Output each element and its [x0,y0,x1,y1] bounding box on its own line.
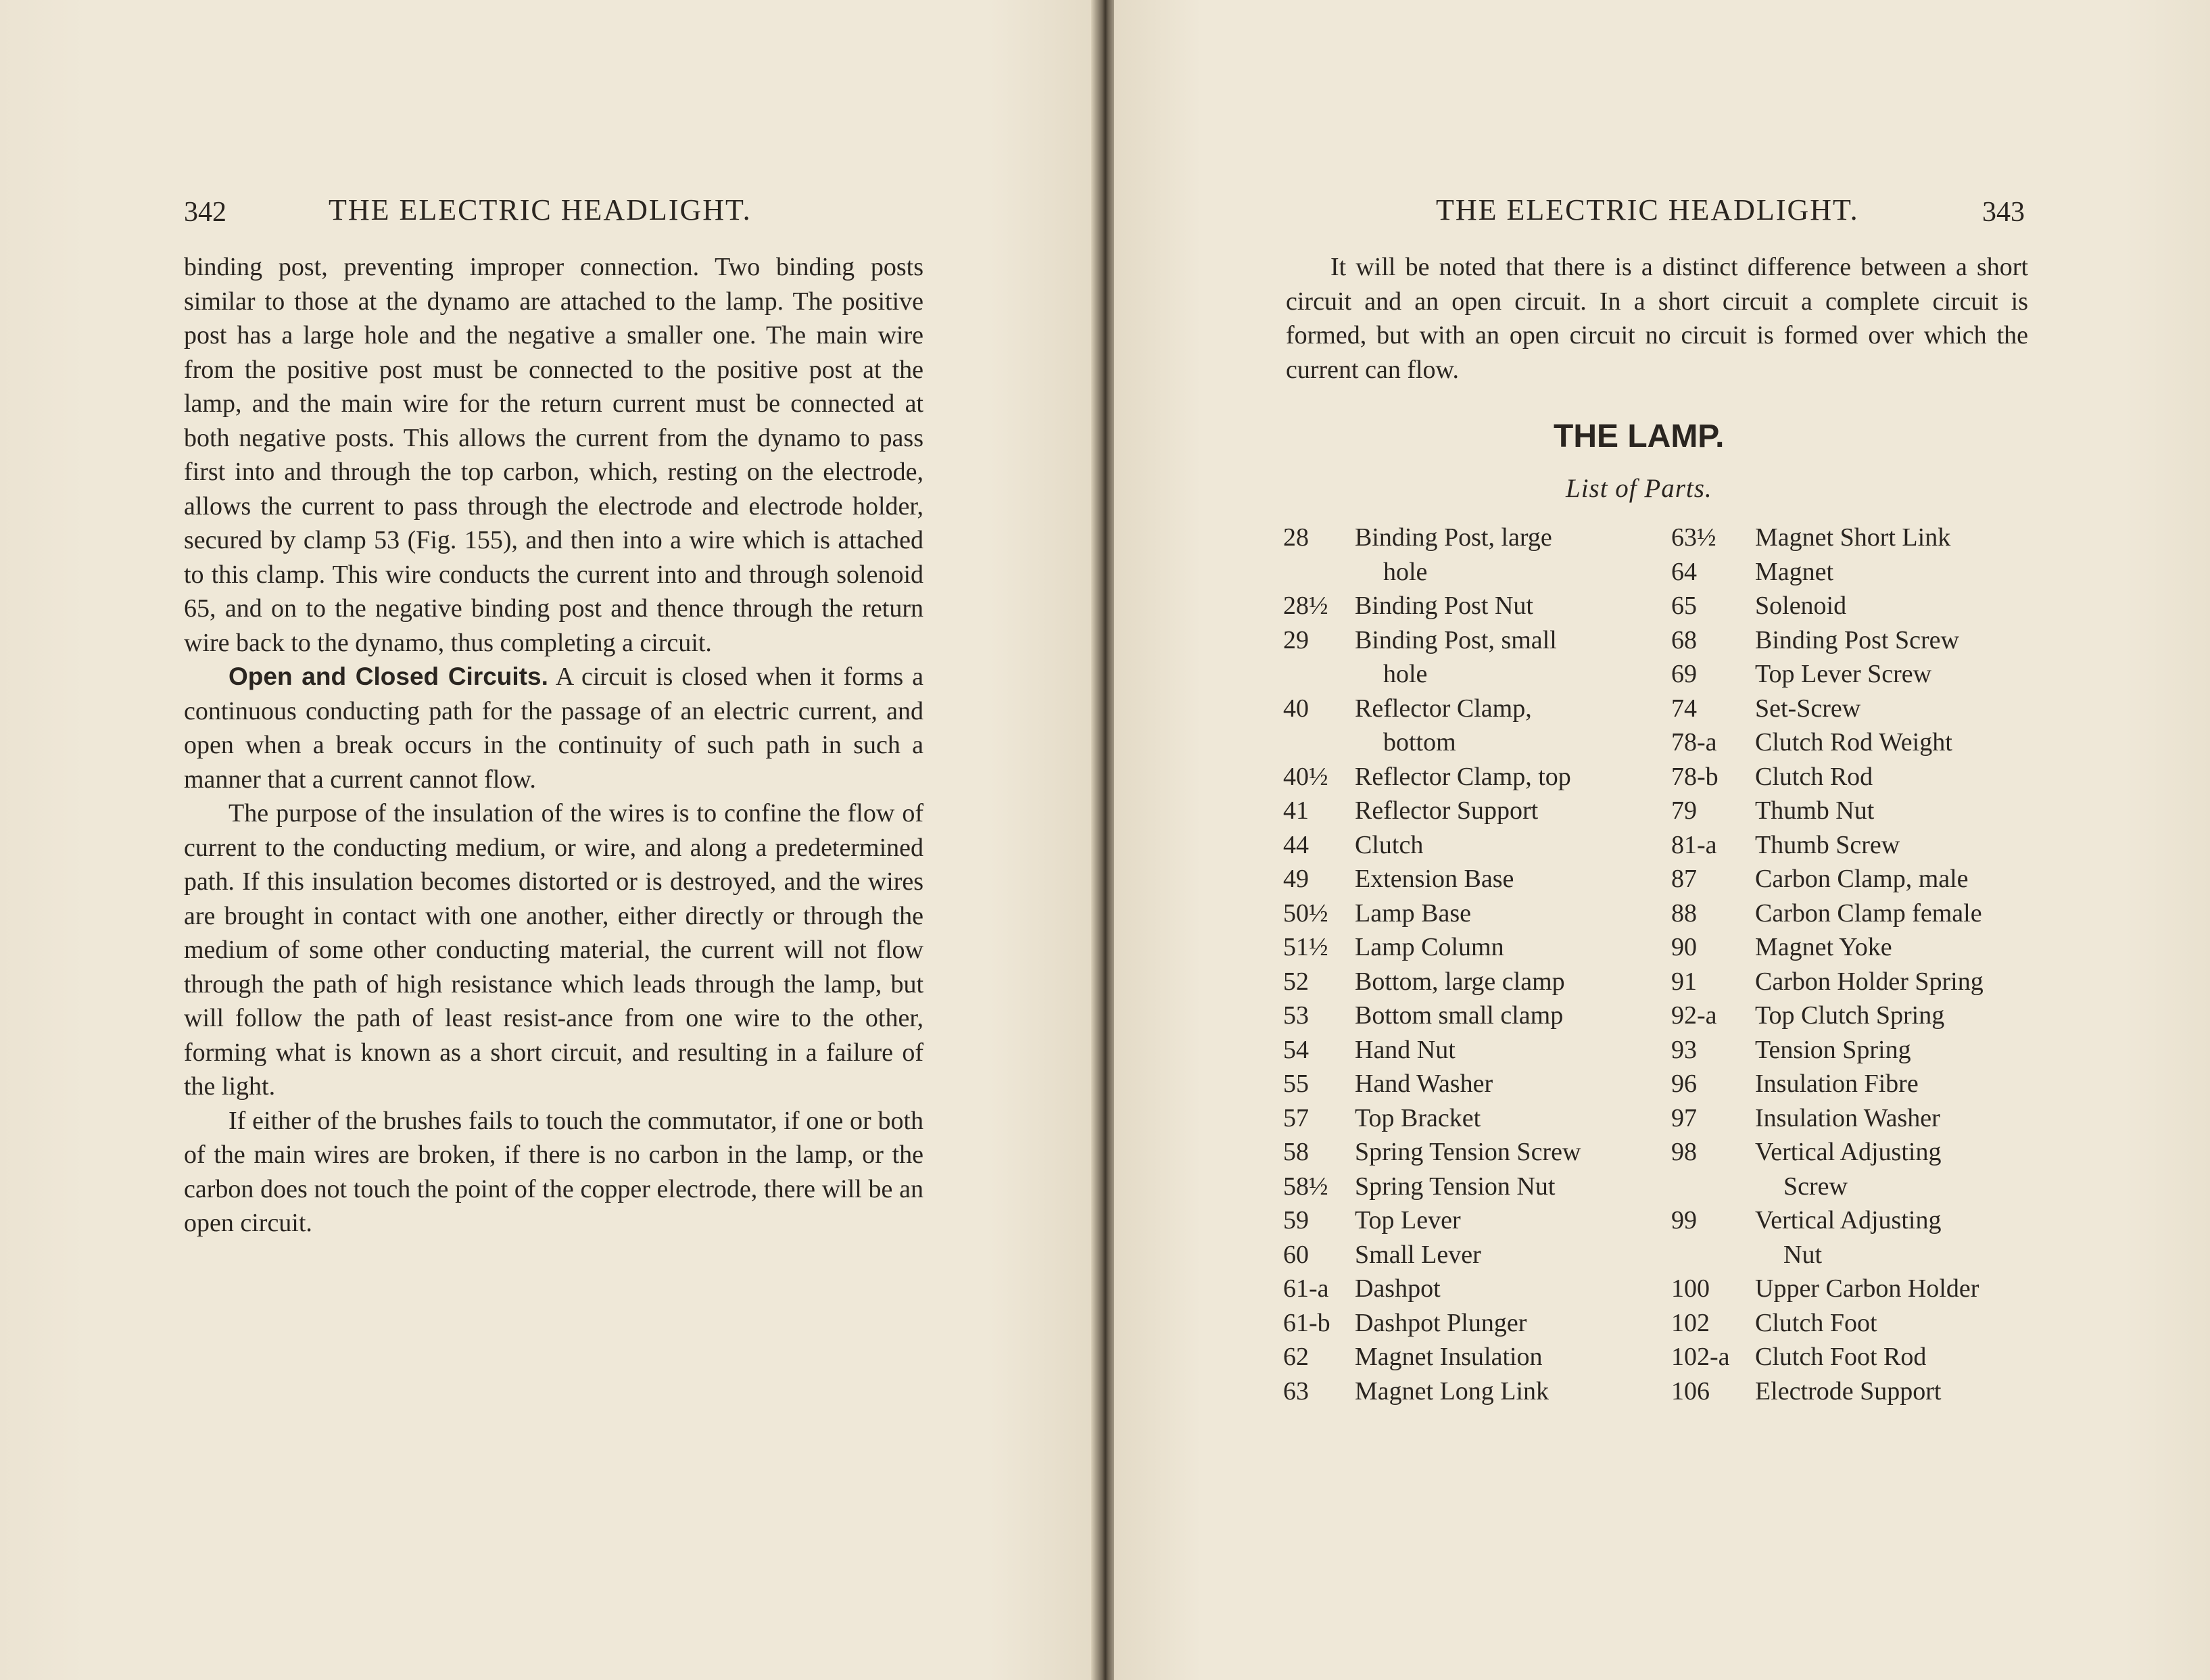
part-row [1283,760,1637,794]
intro-paragraph: It will be noted that there is a distinct difference between a short circuit and an open circuit. In a short circuit a complete circuit is formed, but with an open circuit no circuit is formed over which the current can flow. [1286,253,2028,384]
part-row [1671,862,2025,896]
part-row [1671,1101,2025,1136]
part-number: 93 [1671,1035,1697,1064]
part-number: 106 [1671,1376,1710,1406]
part-name: Tension Spring [1755,1035,1911,1064]
part-name: Lamp Column [1355,933,1504,961]
part-name: Carbon Holder Spring [1755,967,1984,996]
part-number: 29 [1283,625,1309,654]
part-row [1671,794,2025,828]
part-name: Clutch [1355,830,1424,859]
part-number: 79 [1671,796,1697,825]
part-row [1283,1135,1637,1170]
part-number: 58 [1283,1138,1309,1166]
part-row [1671,965,2025,999]
part-row [1283,930,1637,965]
part-number: 40 [1283,694,1309,723]
part-row [1283,1272,1637,1306]
part-number: 44 [1283,830,1309,859]
part-row [1671,1374,2025,1409]
left-body [184,250,923,1241]
part-number: 61-b [1283,1308,1330,1337]
part-row [1671,521,2025,555]
part-name: Reflector Support [1355,796,1539,825]
part-name-continuation: bottom [1383,728,1456,757]
part-number: 50½ [1283,898,1328,928]
part-number: 90 [1671,933,1697,961]
part-name: Solenoid [1755,592,1847,620]
part-number: 91 [1671,967,1697,996]
part-number: 69 [1671,660,1697,688]
part-number: 100 [1671,1274,1710,1303]
part-name-continuation: hole [1383,557,1428,586]
part-number: 87 [1671,865,1697,893]
part-row [1283,1374,1637,1409]
part-number: 74 [1671,694,1697,723]
part-row [1671,896,2025,931]
part-name: Binding Post Nut [1355,592,1533,620]
paragraph-1: binding post, preventing improper connection. Two binding posts similar to those at the dynamo are attached to the lamp. The positive post has a large hole and the negative a smaller one. The main wire from the positive post must be connected to the positive post at the lamp, and the main wire for the return current must be connected at both negative posts. This allows the current from the dynamo to pass first into and through the top carbon, which, resting on the electrode, allows the current to pass through the electrode and electrode holder, secured by clamp 53 (Fig. 155), and then into a wire which is attached to this clamp. This wire conducts the current into and through solenoid 65, and on to the negative binding post and thence through the return wire back to the dynamo, thus completing a circuit. [184,253,923,657]
part-name: Carbon Clamp, male [1755,865,1969,893]
part-row [1671,1067,2025,1101]
part-number: 41 [1283,796,1309,825]
part-row [1283,1203,1637,1238]
part-number: 78-b [1671,762,1719,791]
part-number: 49 [1283,865,1309,893]
part-name: Bottom, large clamp [1355,967,1565,996]
part-row [1283,794,1637,828]
part-number: 54 [1283,1035,1309,1064]
part-number: 57 [1283,1103,1309,1132]
part-name-continuation: hole [1383,660,1428,688]
part-number: 28 [1283,523,1309,552]
part-name: Bottom small clamp [1355,1001,1564,1030]
part-row [1283,1306,1637,1341]
part-row [1671,555,2025,590]
part-row [1283,692,1637,726]
part-number: 81-a [1671,830,1717,859]
part-name: Lamp Base [1355,898,1472,928]
part-row [1283,623,1637,658]
part-name: Dashpot [1355,1274,1441,1303]
part-name: Thumb Screw [1755,830,1900,859]
part-name: Top Clutch Spring [1755,1001,1945,1030]
part-number: 63 [1283,1376,1309,1406]
part-name: Thumb Nut [1755,796,1875,825]
part-number: 99 [1671,1206,1697,1234]
part-number: 28½ [1283,592,1328,620]
part-number: 63½ [1671,523,1716,552]
part-row [1671,1272,2025,1306]
part-number: 64 [1671,557,1697,586]
parts-list-right [1671,521,2025,1408]
paragraph-2: The purpose of the insulation of the wires is to confine the flow of current to the conducting medium, or wire, and along a predetermined path. If this insulation becomes distorted or is destroyed, and the wires are brought in contact with one another, either directly or through the medium of some other conducting material, the current will not flow through the path of high resistance which leads through the lamp, but will follow the path of least resist-ance from one wire to the other, forming what is known as a short circuit, and resulting in a failure of the light. [184,799,923,1101]
part-number: 61-a [1283,1274,1329,1303]
part-number: 55 [1283,1070,1309,1098]
part-row [1283,828,1637,863]
part-row [1283,1033,1637,1067]
part-name: Reflector Clamp, top [1355,762,1571,791]
part-number: 88 [1671,898,1697,928]
part-name: Clutch Rod Weight [1755,728,1952,757]
part-row [1283,1238,1637,1272]
part-number: 68 [1671,625,1697,654]
part-name: Binding Post, small [1355,625,1557,654]
part-name: Vertical Adjusting [1755,1206,1942,1234]
part-name: Magnet Long Link [1355,1376,1550,1406]
part-name: Clutch Foot Rod [1755,1343,1927,1371]
open-closed-heading: Open and Closed Circuits. [229,663,548,690]
part-row [1671,1340,2025,1374]
running-head-right: THE ELECTRIC HEADLIGHT. [1436,193,1859,226]
part-number: 40½ [1283,762,1328,791]
part-name: Clutch Rod [1755,762,1873,791]
part-name: Carbon Clamp female [1755,898,1982,928]
part-name: Binding Post, large [1355,523,1552,552]
part-row [1671,692,2025,726]
part-number: 59 [1283,1206,1309,1234]
part-row [1283,1067,1637,1101]
part-name: Spring Tension Screw [1355,1138,1581,1166]
part-number: 65 [1671,592,1697,620]
part-name: Reflector Clamp, [1355,694,1532,723]
part-row [1671,725,2025,760]
part-number: 52 [1283,967,1309,996]
part-name: Hand Washer [1355,1070,1493,1098]
part-number: 98 [1671,1138,1697,1166]
part-row [1671,657,2025,692]
open-closed-text: A circuit is closed when it forms a continuous conducting path for the passage of an electric current, and open when a break occurs in the continuity of such path in such a manner that a current cannot flow. [184,663,924,794]
part-name: Upper Carbon Holder [1755,1274,1979,1303]
left-page [0,0,1097,1680]
part-name: Spring Tension Nut [1355,1172,1556,1201]
part-row [1671,1306,2025,1341]
part-row [1671,760,2025,794]
part-name: Insulation Fibre [1755,1070,1919,1098]
part-name: Hand Nut [1355,1035,1456,1064]
part-row [1283,1340,1637,1374]
part-row [1283,1101,1637,1136]
part-number: 53 [1283,1001,1309,1030]
part-row [1671,828,2025,863]
part-row [1671,1203,2025,1238]
part-number: 102-a [1671,1343,1730,1371]
part-number: 97 [1671,1103,1697,1132]
part-name: Electrode Support [1755,1376,1942,1406]
part-row [1283,1170,1637,1204]
part-number: 51½ [1283,933,1328,961]
part-name-continuation: Screw [1783,1172,1848,1201]
part-row [1671,999,2025,1033]
part-name: Top Lever Screw [1755,660,1932,688]
paragraph-open-closed [184,660,923,796]
page-number-left: 342 [184,197,226,228]
page-number-right: 343 [1982,197,2025,228]
part-name: Magnet Yoke [1755,933,1892,961]
part-name: Extension Base [1355,865,1514,893]
part-name-continuation: Nut [1783,1240,1822,1269]
part-row [1283,999,1637,1033]
part-name: Magnet Insulation [1355,1343,1543,1371]
part-row [1671,930,2025,965]
part-name: Insulation Washer [1755,1103,1940,1132]
part-name: Top Lever [1355,1206,1461,1234]
part-row [1283,896,1637,931]
running-head-left: THE ELECTRIC HEADLIGHT. [329,193,752,226]
part-row [1283,965,1637,999]
part-row [1283,862,1637,896]
part-row [1671,1033,2025,1067]
part-name: Small Lever [1355,1240,1481,1269]
part-name: Top Bracket [1355,1103,1481,1132]
part-name: Magnet Short Link [1755,523,1951,552]
paragraph-3: If either of the brushes fails to touch the commutator, if one or both of the main wires are broken, if there is no carbon in the lamp, or the carbon does not touch the point of the copper electrode, there will be an open circuit. [184,1106,923,1237]
part-row [1671,623,2025,658]
section-subtitle: List of Parts. [1566,474,1712,503]
parts-list-left [1283,521,1637,1408]
part-number: 62 [1283,1343,1309,1371]
part-name: Vertical Adjusting [1755,1138,1942,1166]
part-row [1671,589,2025,623]
part-number: 96 [1671,1070,1697,1098]
part-row [1283,521,1637,555]
part-name: Dashpot Plunger [1355,1308,1527,1337]
part-row [1283,589,1637,623]
part-number: 60 [1283,1240,1309,1269]
part-name: Set-Screw [1755,694,1861,723]
part-row [1671,1135,2025,1170]
part-name: Clutch Foot [1755,1308,1877,1337]
part-name: Magnet [1755,557,1834,586]
section-title: THE LAMP. [1554,418,1725,454]
part-number: 58½ [1283,1172,1328,1201]
part-number: 102 [1671,1308,1710,1337]
part-number: 78-a [1671,728,1717,757]
right-page [1114,0,2210,1680]
part-number: 92-a [1671,1001,1717,1030]
part-name: Binding Post Screw [1755,625,1959,654]
